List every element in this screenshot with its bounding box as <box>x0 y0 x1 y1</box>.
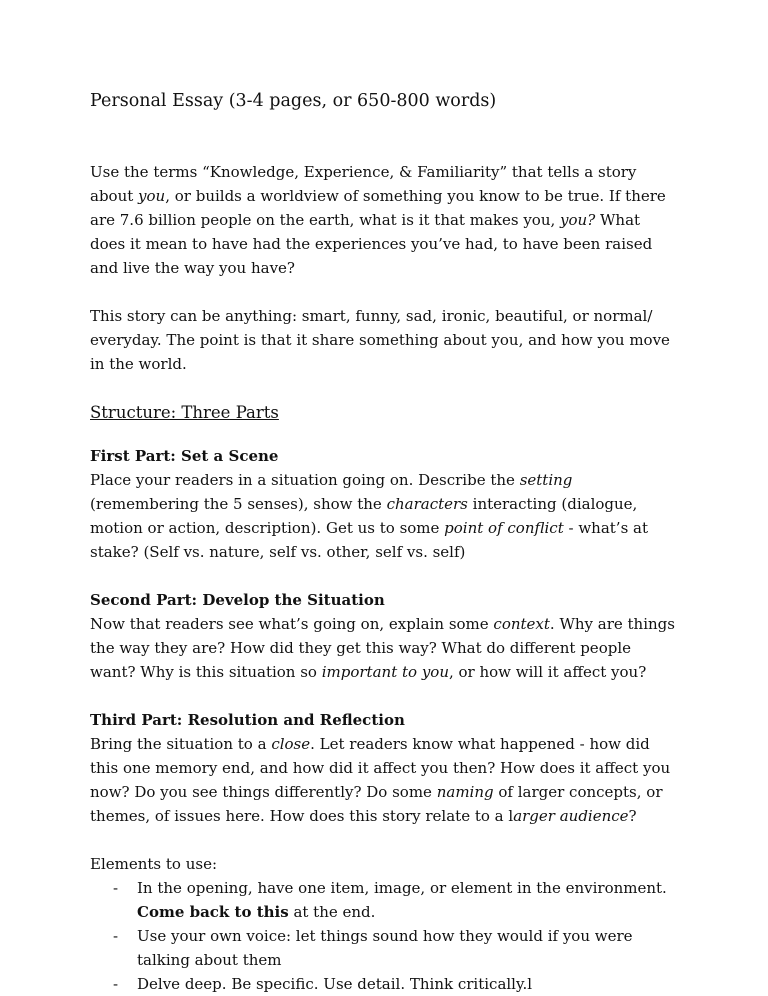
intro-emphasis-you-question: you? <box>560 211 596 229</box>
section-heading: First Part: Set a Scene <box>90 447 279 465</box>
section-text: interacting (dialogue, motion or action, description). Get us to some <box>90 495 638 537</box>
emphasis-conflict: point of conflict <box>444 519 564 537</box>
emphasis-characters: characters <box>386 495 468 513</box>
section-text: , or how will it affect you? <box>448 663 647 681</box>
section-third-part <box>90 708 678 828</box>
section-text: . Let readers know what happened - how did this one memory end, and how did it affect you then? How does it affect you now? Do you see things differently? Do some <box>90 735 671 801</box>
list-item <box>90 924 678 972</box>
section-text: Now that readers see what’s going on, explain some <box>90 615 494 633</box>
emphasis-close: close <box>271 735 311 753</box>
list-item-text: In the opening, have one item, image, or element in the environment. <box>137 879 667 897</box>
intro-text: Use the terms “Knowledge, Experience, & Familiarity” that tells a story about <box>90 163 637 205</box>
section-body <box>90 612 678 684</box>
section-first-part <box>90 444 678 564</box>
section-body <box>90 468 678 564</box>
bullet-dash: - <box>113 879 119 897</box>
structure-heading: Structure: Three Parts <box>90 403 279 422</box>
section-heading: Second Part: Develop the Situation <box>90 591 385 609</box>
elements-list <box>90 876 678 996</box>
page-title: Personal Essay (3-4 pages, or 650-800 words) <box>90 91 497 111</box>
bullet-dash: - <box>113 975 119 993</box>
intro-text: , or builds a worldview of something you know to be true. If there are 7.6 billion people on the earth, what is it that makes you, <box>90 187 666 229</box>
section-text: - what’s at stake? (Self vs. nature, self vs. other, self vs. self) <box>90 519 649 561</box>
intro-paragraph <box>90 160 678 280</box>
list-item-text: at the end. <box>288 903 376 921</box>
section-body <box>90 732 678 828</box>
section-second-part <box>90 588 678 684</box>
emphasis-audience: arger audience <box>513 807 629 825</box>
list-item-bold: Come back to this <box>137 903 289 921</box>
emphasis-naming: naming <box>436 783 494 801</box>
section-text: Bring the situation to a <box>90 735 272 753</box>
section-text: of larger concepts, or themes, of issues here. How does this story relate to a l <box>90 783 663 825</box>
list-item-text: Use your own voice: let things sound how they would if you were talking about them <box>137 927 633 969</box>
section-text: (remembering the 5 senses), show the <box>90 495 387 513</box>
list-item <box>90 972 678 996</box>
list-item-text: Delve deep. Be specific. Use detail. Think critically.l <box>137 975 533 993</box>
bullet-dash: - <box>113 927 119 945</box>
emphasis-context: context <box>493 615 550 633</box>
intro-text: What does it mean to have had the experiences you’ve had, to have been raised and live the way you have? <box>90 211 653 277</box>
section-text: ? <box>628 807 637 825</box>
emphasis-setting: setting <box>519 471 573 489</box>
emphasis-important: important to you <box>321 663 449 681</box>
story-paragraph: This story can be anything: smart, funny, sad, ironic, beautiful, or normal/ everyday. The point is that it share something about you, and how you move in the world. <box>90 307 670 373</box>
section-text: Place your readers in a situation going on. Describe the <box>90 471 520 489</box>
list-item <box>90 876 678 924</box>
section-text: . Why are things the way they are? How did they get this way? What do different people want? Why is this situation so <box>90 615 675 681</box>
section-heading: Third Part: Resolution and Reflection <box>90 711 405 729</box>
elements-heading: Elements to use: <box>90 855 217 873</box>
intro-emphasis-you: you <box>138 187 166 205</box>
